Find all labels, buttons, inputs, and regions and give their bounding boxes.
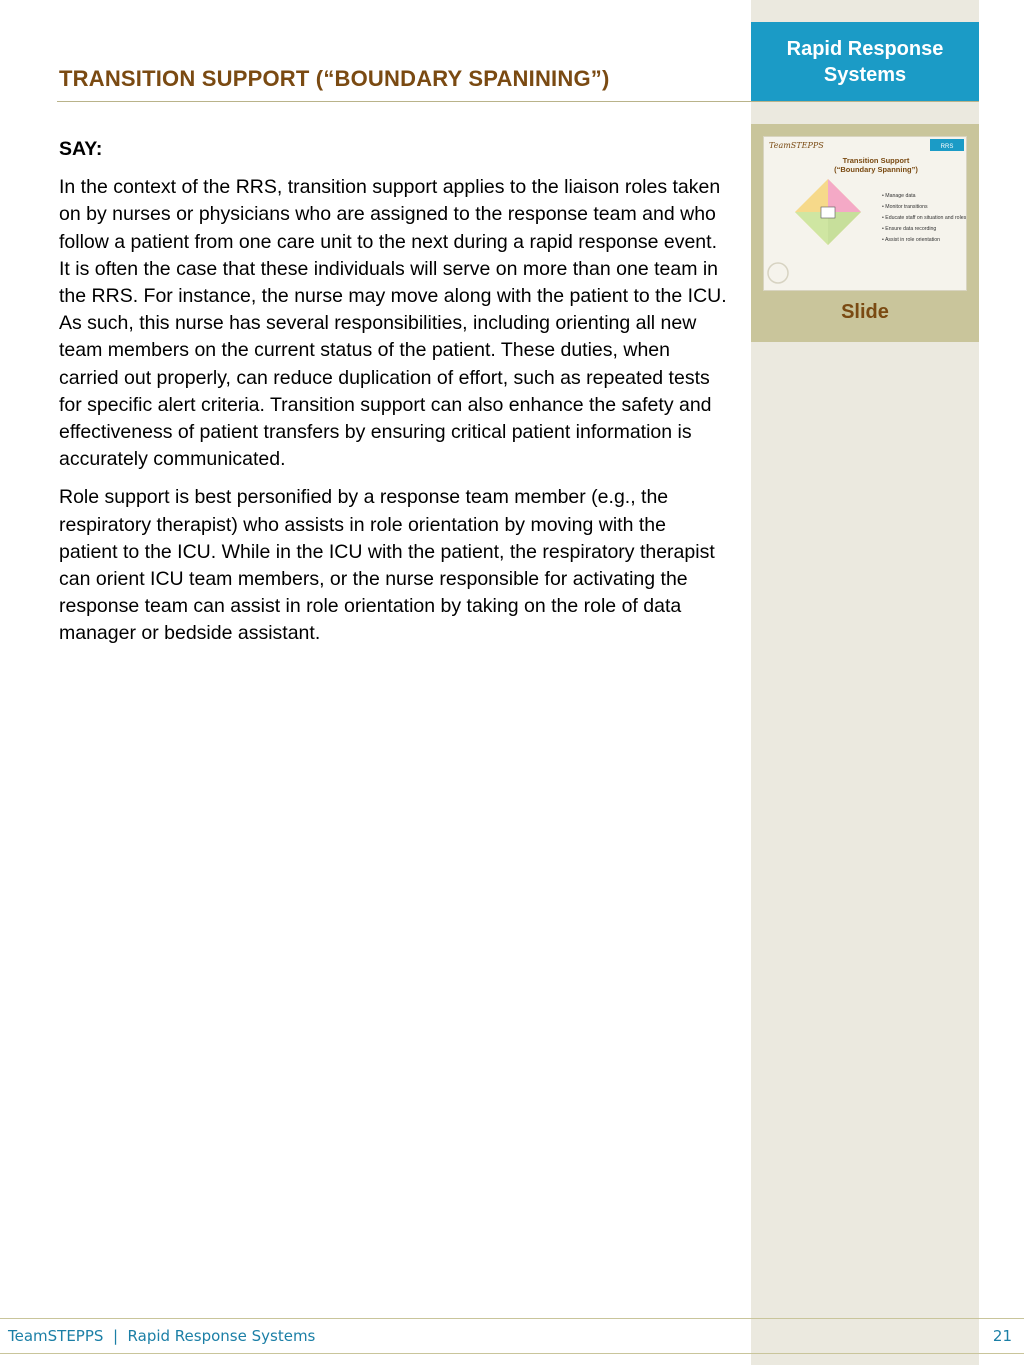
slide-bullet-item: • Manage data [882, 193, 916, 199]
slide-title-line1: Transition Support [842, 156, 910, 165]
slide-badge: RRS [940, 144, 954, 150]
page-title: TRANSITION SUPPORT (“BOUNDARY SPANINING”) [59, 66, 610, 91]
say-label: SAY: [59, 138, 103, 160]
slide-title-line2: (“Boundary Spanning”) [834, 165, 918, 174]
footer-divider-top [0, 1318, 1024, 1319]
slide-thumbnail-graphic [764, 137, 966, 290]
footer-text: TeamSTEPPS | Rapid Response Systems [8, 1327, 316, 1345]
notes-paragraph-2: Role support is best personified by a response team member (e.g., the respiratory therapist) who assists in role orientation by moving with the patient to the ICU. While in the ICU with the patient, the respiratory therapist can orient ICU team members, or the nurse responsible for activating the response team can assist in role orientation by taking on the role of data manager or bedside assistant. [59, 486, 715, 645]
title-divider [57, 101, 979, 102]
notes-paragraph-1: In the context of the RRS, transition support applies to the liaison roles taken on by nurses or physicians who are assigned to the response team and who follow a patient from one care unit to the next during a rapid response event. It is often the case that these individuals will serve on more than one team in the RRS. For instance, the nurse may move along with the patient to the ICU. As such, this nurse has several responsibilities, including orienting all new team members on the current status of the patient. These duties, when carried out properly, can reduce duplication of effort, such as repeated tests for specific alert criteria. Transition support can also enhance the safety and effectiveness of patient transfers by ensuring critical patient information is accurately communicated. [59, 176, 727, 471]
section-tab [751, 22, 979, 102]
section-tab-line1: Rapid Response [786, 38, 944, 60]
slide-bullet-item: • Educate staff on situation and roles [882, 215, 966, 221]
notes-content [59, 136, 729, 659]
slide-thumbnail [763, 136, 967, 291]
slide-bullet-item: • Assist in role orientation [882, 237, 941, 243]
footer-divider-bottom [0, 1353, 1024, 1354]
slide-bullet-item: • Monitor transitions [882, 204, 928, 210]
page-number: 21 [992, 1327, 1012, 1345]
slide-caption: Slide [841, 301, 889, 323]
slide-bullet-item: • Ensure data recording [882, 226, 937, 232]
slide-brand: TeamSTEPPS [769, 141, 824, 150]
section-tab-line2: Systems [823, 64, 907, 86]
